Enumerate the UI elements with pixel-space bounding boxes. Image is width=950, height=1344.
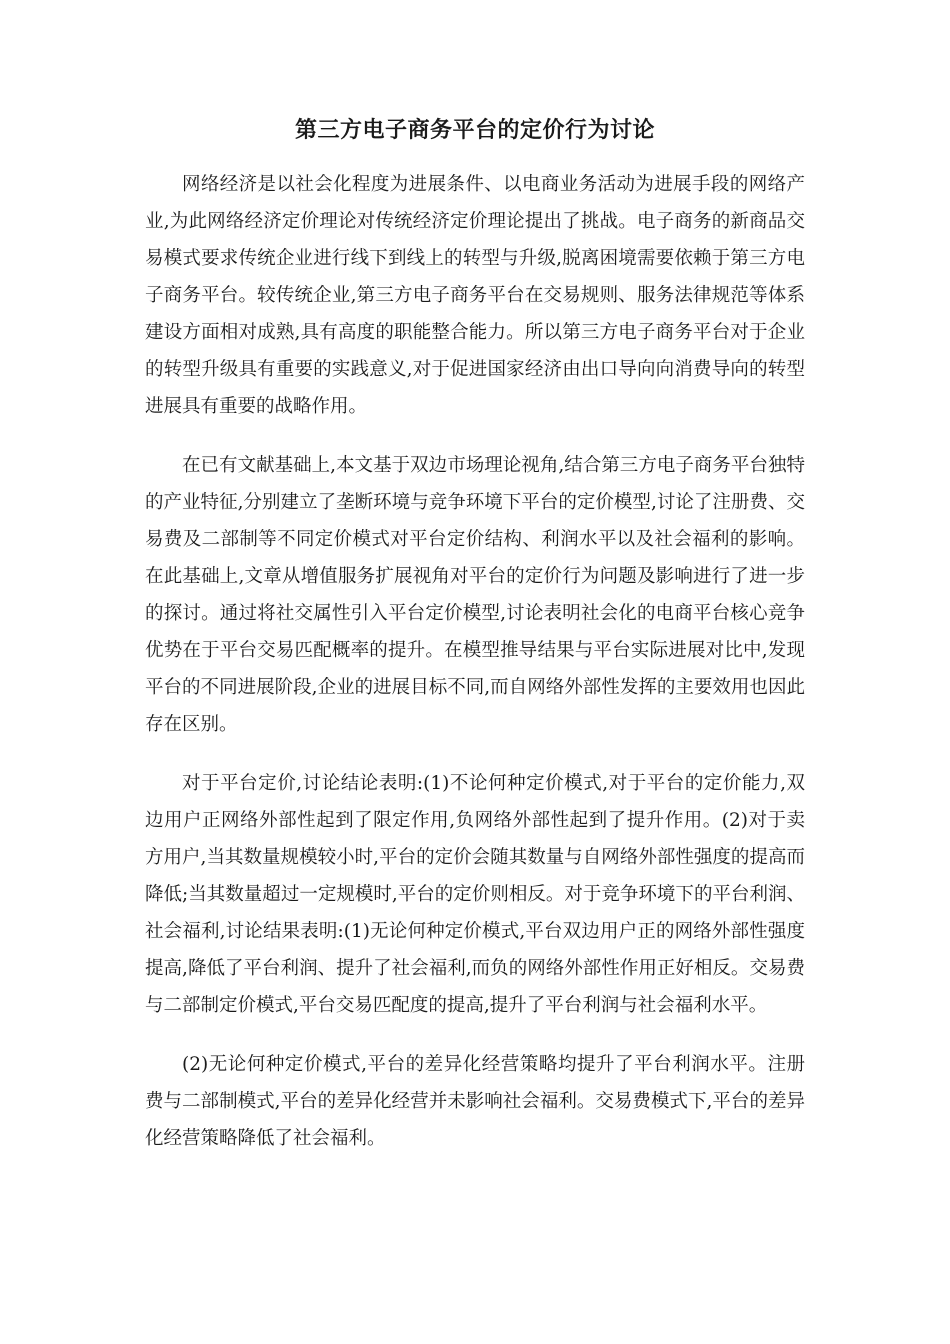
- document-title: 第三方电子商务平台的定价行为讨论: [294, 117, 655, 143]
- paragraph-4: (2)无论何种定价模式,平台的差异化经营策略均提升了平台利润水平。注册费与二部制模式,平台的差异化经营并未影响社会福利。交易费模式下,平台的差异化经营策略降低了社会福利。: [145, 1054, 805, 1149]
- paragraph-1: 网络经济是以社会化程度为进展条件、以电商业务活动为进展手段的网络产业,为此网络经济定价理论对传统经济定价理论提出了挑战。电子商务的新商品交易模式要求传统企业进行线下到线上的转型与升级,脱离困境需要依赖于第三方电子商务平台。较传统企业,第三方电子商务平台在交易规则、服务法律规范等体系建设方面相对成熟,具有高度的职能整合能力。所以第三方电子商务平台对于企业的转型升级具有重要的实践意义,对于促进国家经济由出口导向向消费导向的转型进展具有重要的战略作用。: [145, 174, 805, 417]
- document-page: [145, 110, 805, 1179]
- paragraph-2: 在已有文献基础上,本文基于双边市场理论视角,结合第三方电子商务平台独特的产业特征,分别建立了垄断环境与竞争环境下平台的定价模型,讨论了注册费、交易费及二部制等不同定价模式对平台定价结构、利润水平以及社会福利的影响。在此基础上,文章从增值服务扩展视角对平台的定价行为问题及影响进行了进一步的探讨。通过将社交属性引入平台定价模型,讨论表明社会化的电商平台核心竞争优势在于平台交易匹配概率的提升。在模型推导结果与平台实际进展对比中,发现平台的不同进展阶段,企业的进展目标不同,而自网络外部性发挥的主要效用也因此存在区别。: [145, 455, 805, 735]
- paragraph-3: 对于平台定价,讨论结论表明:(1)不论何种定价模式,对于平台的定价能力,双边用户正网络外部性起到了限定作用,负网络外部性起到了提升作用。(2)对于卖方用户,当其数量规模较小时,平台的定价会随其数量与自网络外部性强度的提高而降低;当其数量超过一定规模时,平台的定价则相反。对于竞争环境下的平台利润、社会福利,讨论结果表明:(1)无论何种定价模式,平台双边用户正的网络外部性强度提高,降低了平台利润、提升了社会福利,而负的网络外部性作用正好相反。交易费与二部制定价模式,平台交易匹配度的提高,提升了平台利润与社会福利水平。: [145, 773, 805, 1016]
